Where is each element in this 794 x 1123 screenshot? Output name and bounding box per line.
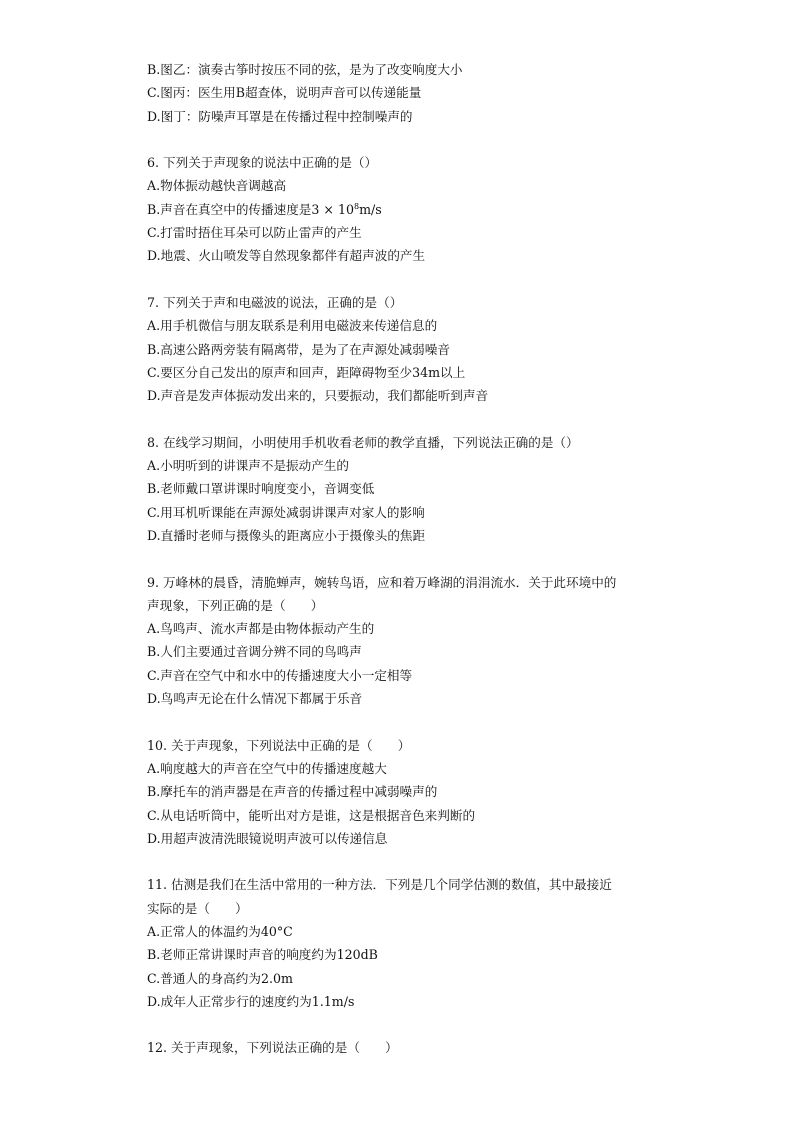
option-b: B.图乙：演奏古筝时按压不同的弦，是为了改变响度大小 — [147, 62, 463, 77]
question-12 — [147, 1036, 677, 1059]
option-b: B.人们主要通过音调分辨不同的鸟鸣声 — [147, 644, 362, 660]
option-a: A.小明听到的讲课声不是振动产生的 — [147, 458, 350, 474]
option-a: A.鸟鸣声、流水声都是由物体振动产生的 — [147, 621, 375, 637]
question-9 — [147, 571, 677, 711]
question-stem-line-1: 9. 万峰林的晨昏，清脆蝉声，婉转鸟语，应和着万峰湖的涓涓流水．关于此环境中的 — [147, 574, 617, 590]
option-b: B.老师戴口罩讲课时响度变小，音调变低 — [147, 481, 375, 497]
question-stem: 8. 在线学习期间，小明使用手机收看老师的教学直播，下列说法正确的是（） — [147, 434, 579, 450]
question-6 — [147, 151, 677, 267]
option-c: C.要区分自己发出的原声和回声，距障碍物至少34m以上 — [147, 364, 466, 380]
option-c: C.用耳机听课能在声源处减弱讲课声对家人的影响 — [147, 504, 425, 520]
question-stem-line-2: 声现象，下列正确的是（ ） — [147, 597, 324, 613]
question-stem: 10. 关于声现象，下列说法中正确的是（ ） — [147, 737, 411, 753]
option-c: C.从电话听筒中，能听出对方是谁，这是根据音色来判断的 — [147, 807, 476, 823]
option-c: C.声音在空气中和水中的传播速度大小一定相等 — [147, 667, 413, 683]
option-a: A.正常人的体温约为40°C — [147, 923, 293, 939]
question-stem-line-2: 实际的是（ ） — [147, 900, 248, 916]
option-a: A.用手机微信与朋友联系是利用电磁波来传递信息的 — [147, 318, 438, 334]
document-page — [147, 58, 677, 1060]
option-d: D.图丁：防噪声耳罩是在传播过程中控制噪声的 — [147, 108, 413, 124]
question-stem: 7. 下列关于声和电磁波的说法，正确的是（） — [147, 294, 403, 310]
question-stem-line-1: 11. 估测是我们在生活中常用的一种方法．下列是几个同学估测的数值，其中最接近 — [147, 877, 612, 893]
option-d: D.成年人正常步行的速度约为1.1m/s — [147, 993, 355, 1009]
option-d: D.鸟鸣声无论在什么情况下都属于乐音 — [147, 691, 363, 707]
question-8 — [147, 431, 677, 547]
option-b: B.老师正常讲课时声音的响度约为120dB — [147, 947, 378, 963]
question-stem: 6. 下列关于声现象的说法中正确的是（） — [147, 155, 378, 171]
exponent: 8 — [353, 201, 360, 211]
question-7 — [147, 291, 677, 407]
question-5-remaining-options — [147, 58, 677, 128]
option-d: D.用超声波清洗眼镜说明声波可以传递信息 — [147, 830, 388, 846]
option-a: A.物体振动越快音调越高 — [147, 178, 287, 194]
question-10 — [147, 734, 677, 850]
question-11 — [147, 873, 677, 1013]
option-a: A.响度越大的声音在空气中的传播速度越大 — [147, 760, 387, 776]
question-stem: 12. 关于声现象，下列说法正确的是（ ） — [147, 1040, 398, 1056]
option-d: D.声音是发声体振动发出来的，只要振动，我们都能听到声音 — [147, 388, 489, 404]
option-b-text: B.声音在真空中的传播速度是3 × 10 — [147, 201, 354, 217]
option-b — [147, 198, 677, 221]
option-d: D.地震、火山喷发等自然现象都伴有超声波的产生 — [147, 248, 426, 264]
option-c: C.打雷时捂住耳朵可以防止雷声的产生 — [147, 225, 362, 241]
option-c: C.普通人的身高约为2.0m — [147, 970, 293, 986]
option-b: B.高速公路两旁装有隔离带，是为了在声源处减弱噪音 — [147, 341, 450, 357]
option-c: C.图丙：医生用B超查体，说明声音可以传递能量 — [147, 85, 422, 101]
option-b: B.摩托车的消声器是在声音的传播过程中减弱噪声的 — [147, 784, 438, 800]
unit: m/s — [359, 201, 382, 217]
option-d: D.直播时老师与摄像头的距离应小于摄像头的焦距 — [147, 527, 426, 543]
